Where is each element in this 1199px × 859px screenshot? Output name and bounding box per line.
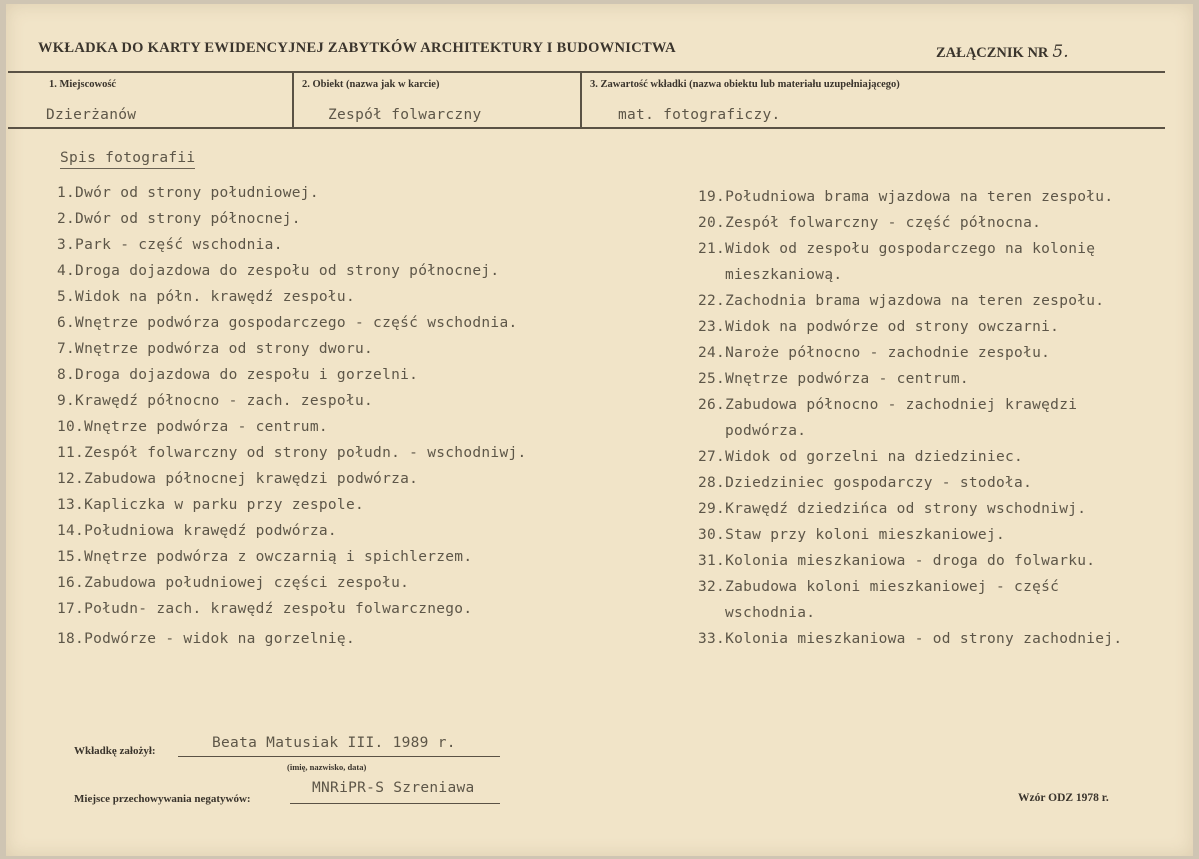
list-item: 3.Park - część wschodnia. (57, 237, 283, 253)
list-item: 14.Południowa krawędź podwórza. (57, 523, 337, 539)
contents-value: mat. fotograficzy. (618, 107, 781, 123)
list-item: 17.Połudn- zach. krawędź zespołu folwarcznego. (57, 601, 473, 617)
list-item: 5.Widok na półn. krawędź zespołu. (57, 289, 355, 305)
form-model-label: Wzór ODZ 1978 r. (1018, 792, 1109, 804)
list-item: 11.Zespół folwarczny od strony połudn. - wschodniwj. (57, 445, 527, 461)
list-item-continuation: wschodnia. (725, 605, 816, 621)
list-item: 24.Narożе północno - zachodnie zespołu. (698, 345, 1051, 361)
list-item: 19.Południowa brama wjazdowa na teren zespołu. (698, 189, 1114, 205)
list-item: 1.Dwór od strony południowej. (57, 185, 319, 201)
list-item: 7.Wnętrze podwórza od strony dworu. (57, 341, 374, 357)
list-item: 16.Zabudowa południowej części zespołu. (57, 575, 410, 591)
list-item: 25.Wnętrze podwórza - centrum. (698, 371, 969, 387)
list-item: 8.Droga dojazdowa do zespołu i gorzelni. (57, 367, 419, 383)
list-item: 13.Kapliczka w parku przy zespole. (57, 497, 365, 513)
storage-value: MNRiPR-S Szreniawa (312, 780, 475, 796)
header-bottom-rule (8, 127, 1165, 129)
photo-list-right (698, 184, 1122, 652)
field-divider-2 (580, 73, 582, 127)
list-item: 33.Kolonia mieszkaniowa - od strony zachodniej. (698, 631, 1123, 647)
object-value: Zespół folwarczny (328, 107, 482, 123)
header-top-rule (8, 71, 1165, 73)
list-item: 30.Staw przy koloni mieszkaniowej. (698, 527, 1006, 543)
list-item: 31.Kolonia mieszkaniowa - droga do folwarku. (698, 553, 1096, 569)
list-item: 12.Zabudowa północnej krawędzi podwórza. (57, 471, 419, 487)
author-label: Wkładkę założył: (74, 745, 156, 757)
author-line (178, 756, 500, 757)
list-item: 22.Zachodnia brama wjazdowa na teren zespołu. (698, 293, 1105, 309)
list-item: 28.Dziedziniec gospodarczy - stodoła. (698, 475, 1033, 491)
contents-label: 3. Zawartość wkładki (nazwa obiektu lub materiału uzupełniającego) (590, 79, 900, 90)
list-item: 27.Widok od gorzelni na dziedziniec. (698, 449, 1024, 465)
list-item: 2.Dwór od strony północnej. (57, 211, 301, 227)
object-label: 2. Obiekt (nazwa jak w karcie) (302, 79, 440, 90)
list-item-continuation: mieszkaniową. (725, 267, 843, 283)
list-item: 15.Wnętrze podwórza z owczarnią i spichlerzem. (57, 549, 473, 565)
storage-line (290, 803, 500, 804)
list-item: 10.Wnętrze podwórza - centrum. (57, 419, 328, 435)
list-item-continuation: podwórza. (725, 423, 807, 439)
author-hint: (imię, nazwisko, data) (287, 762, 367, 772)
list-item: 32.Zabudowa koloni mieszkaniowej - część (698, 579, 1060, 595)
annex-label (936, 42, 1069, 62)
place-value: Dzierżanów (46, 107, 137, 123)
list-item: 18.Podwórze - widok na gorzelnię. (57, 631, 355, 647)
list-item: 4.Droga dojazdowa do zespołu od strony północnej. (57, 263, 500, 279)
field-divider-1 (292, 73, 294, 127)
place-label: 1. Miejscowość (49, 79, 117, 90)
list-item: 23.Widok na podwórze od strony owczarni. (698, 319, 1060, 335)
list-item: 9.Krawędź północno - zach. zespołu. (57, 393, 374, 409)
photo-list-left (57, 180, 527, 652)
list-item: 29.Krawędź dziedzińca od strony wschodniwj. (698, 501, 1087, 517)
annex-number: 5. (1052, 42, 1069, 62)
list-item: 26.Zabudowa północno - zachodniej krawędzi (698, 397, 1078, 413)
author-value: Beata Matusiak III. 1989 r. (212, 735, 456, 751)
list-item: 21.Widok od zespołu gospodarczego na kolonię (698, 241, 1096, 257)
list-item: 20.Zespół folwarczny - część północna. (698, 215, 1042, 231)
form-title: WKŁADKA DO KARTY EWIDENCYJNEJ ZABYTKÓW ARCHITEKTURY I BUDOWNICTWA (38, 40, 676, 56)
list-title: Spis fotografii (60, 150, 195, 169)
annex-label-text: ZAŁĄCZNIK NR (936, 45, 1049, 61)
list-item: 6.Wnętrze podwórza gospodarczego - część wschodnia. (57, 315, 518, 331)
storage-label: Miejsce przechowywania negatywów: (74, 793, 251, 805)
